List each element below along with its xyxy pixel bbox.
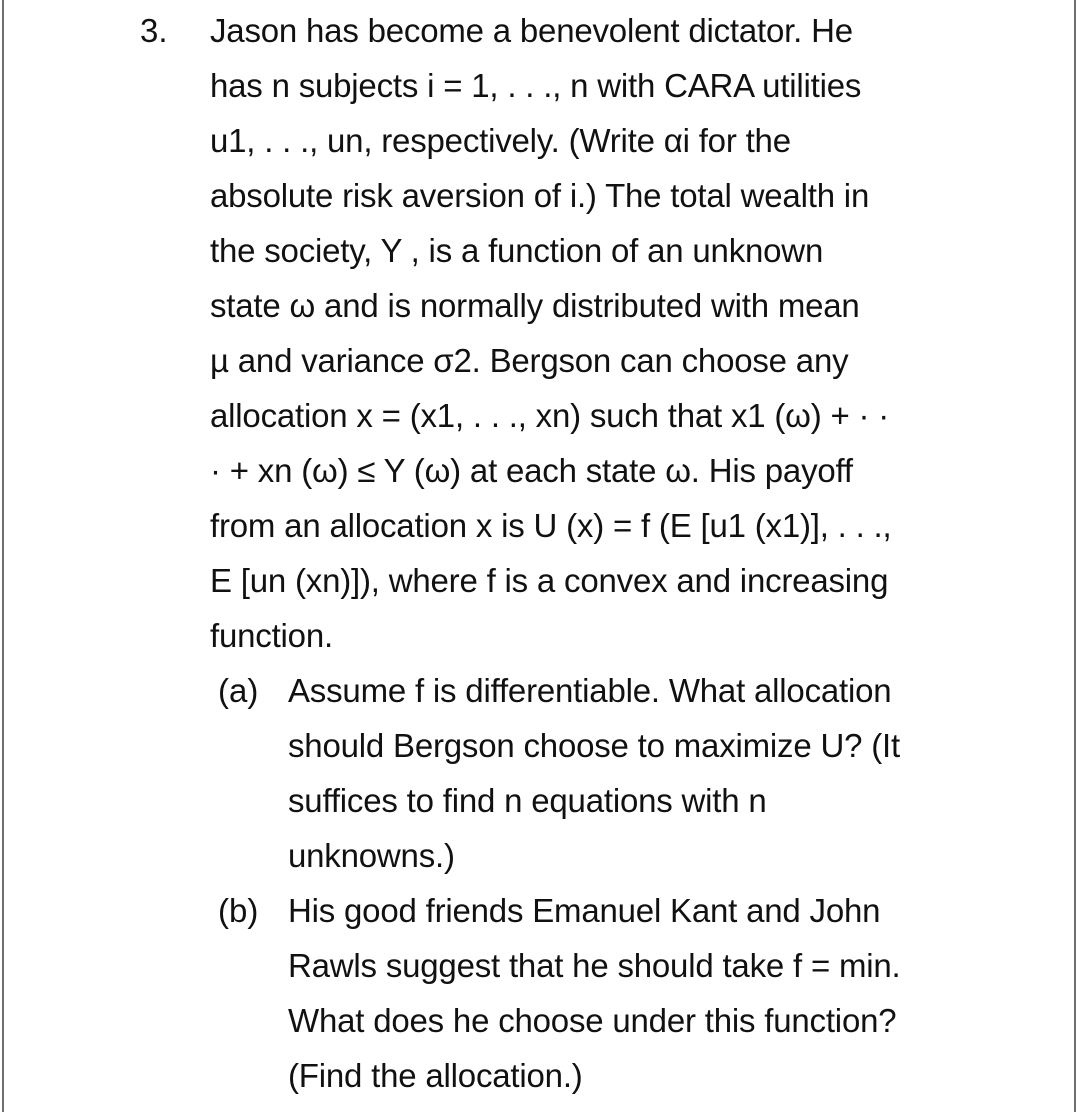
part-b-label: (b) [218,892,259,929]
question-line: has n subjects i = 1, . . ., n with CARA utilities [210,67,862,104]
question-line: absolute risk aversion of i.) The total wealth in [210,177,870,214]
question-line: u1, . . ., un, respectively. (Write αi for the [210,122,791,159]
part-a-label: (a) [218,672,259,709]
question-number: 3. [140,12,168,49]
part-a-line: suffices to find n equations with n [288,782,767,819]
part-a-line: Assume f is differentiable. What allocation [288,672,892,709]
question-line: the society, Y , is a function of an unknown [210,232,824,269]
question-line: µ and variance σ2. Bergson can choose any [210,342,849,379]
part-b-line: His good friends Emanuel Kant and John [288,892,881,929]
question-line: function. [210,617,333,654]
question-line: allocation x = (x1, . . ., xn) such that x1 (ω) + · · [210,397,890,434]
question-line: from an allocation x is U (x) = f (E [u1 (x1)], . . ., [210,507,892,544]
part-a-line: unknowns.) [288,837,455,874]
part-a-line: should Bergson choose to maximize U? (It [288,727,900,764]
question-line: state ω and is normally distributed with mean [210,287,860,324]
question-line: Jason has become a benevolent dictator. He [210,12,853,49]
question-line: · + xn (ω) ≤ Y (ω) at each state ω. His payoff [210,452,853,489]
part-b-line: (Find the allocation.) [288,1057,583,1094]
question-line: E [un (xn)]), where f is a convex and increasing [210,562,889,599]
part-b-line: What does he choose under this function? [288,1002,897,1039]
part-b-line: Rawls suggest that he should take f = min. [288,947,901,984]
